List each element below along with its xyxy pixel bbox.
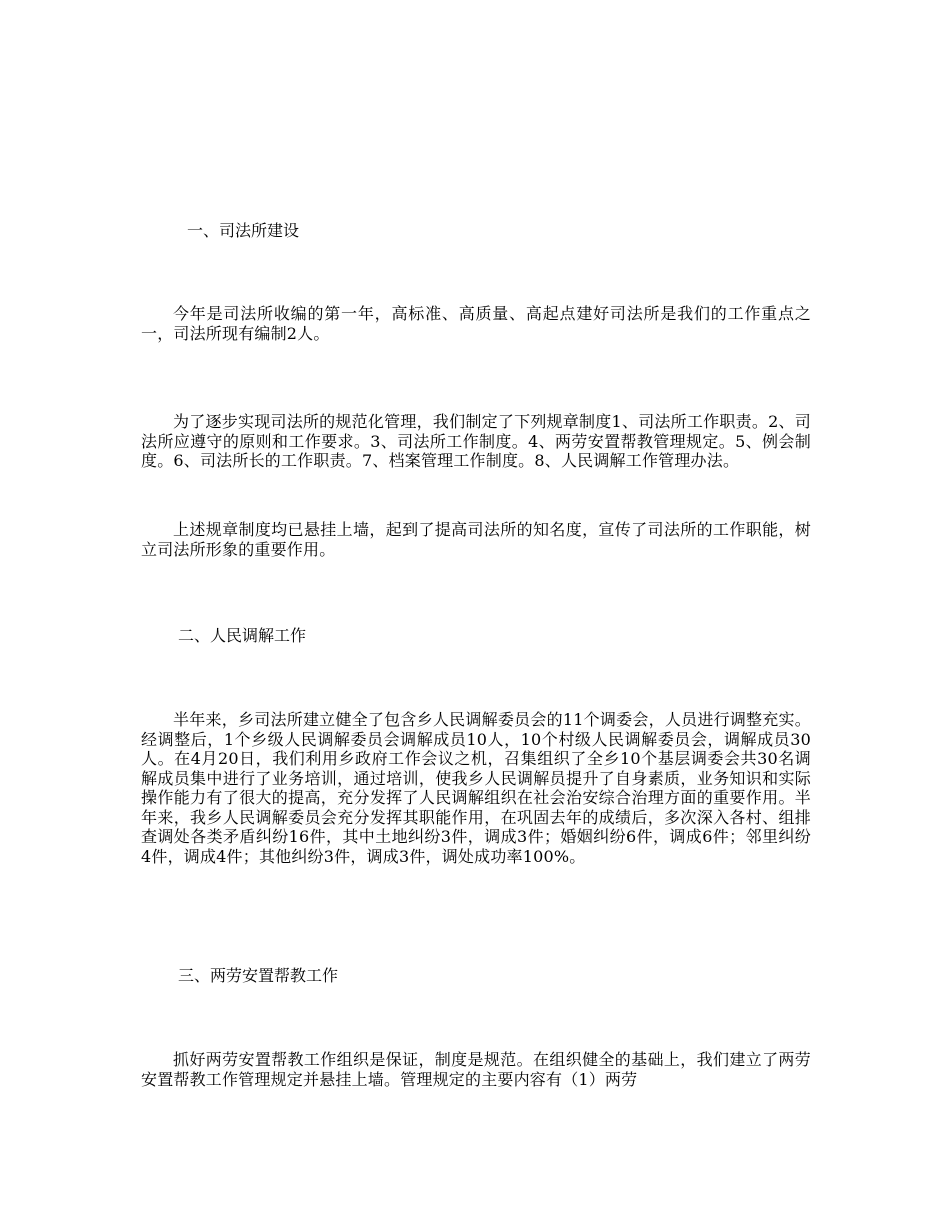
paragraph-regulations-effect: 上述规章制度均已悬挂上墙，起到了提高司法所的知名度，宣传了司法所的工作职能，树立司法所形象的重要作用。 bbox=[141, 520, 811, 559]
paragraph-mediation-report: 半年来，乡司法所建立健全了包含乡人民调解委员会的11个调委会，人员进行调整充实。经调整后，1个乡级人民调解委员会调解成员10人，10个村级人民调解委员会，调解成员30人。在4月20日，我们利用乡政府工作会议之机，召集组织了全乡10个基层调委会共30名调解成员集中进行了业务培训，通过培训，使我乡人民调解员提升了自身素质，业务知识和实际操作能力有了很大的提高，充分发挥了人民调解组织在社会治安综合治理方面的重要作用。半年来，我乡人民调解委员会充分发挥其职能作用，在巩固去年的成绩后，多次深入各村、组排查调处各类矛盾纠纷16件，其中土地纠纷3件，调成3件；婚姻纠纷6件，调成6件；邻里纠纷4件，调成4件；其他纠纷3件，调成3件，调处成功率100%。 bbox=[141, 710, 811, 866]
paragraph-regulations: 为了逐步实现司法所的规范化管理，我们制定了下列规章制度1、司法所工作职责。2、司法所应遵守的原则和工作要求。3、司法所工作制度。4、两劳安置帮教管理规定。5、例会制度。6、司法所长的工作职责。7、档案管理工作制度。8、人民调解工作管理办法。 bbox=[141, 412, 811, 470]
section-heading-judicial-office: 一、司法所建设 bbox=[187, 221, 300, 240]
section-heading-resettlement: 三、两劳安置帮教工作 bbox=[178, 966, 339, 985]
paragraph-staffing: 今年是司法所收编的第一年，高标准、高质量、高起点建好司法所是我们的工作重点之一，司法所现有编制2人。 bbox=[141, 304, 811, 343]
section-heading-mediation: 二、人民调解工作 bbox=[178, 626, 307, 645]
paragraph-resettlement-intro: 抓好两劳安置帮教工作组织是保证，制度是规范。在组织健全的基础上，我们建立了两劳安置帮教工作管理规定并悬挂上墙。管理规定的主要内容有（1）两劳 bbox=[141, 1050, 811, 1089]
